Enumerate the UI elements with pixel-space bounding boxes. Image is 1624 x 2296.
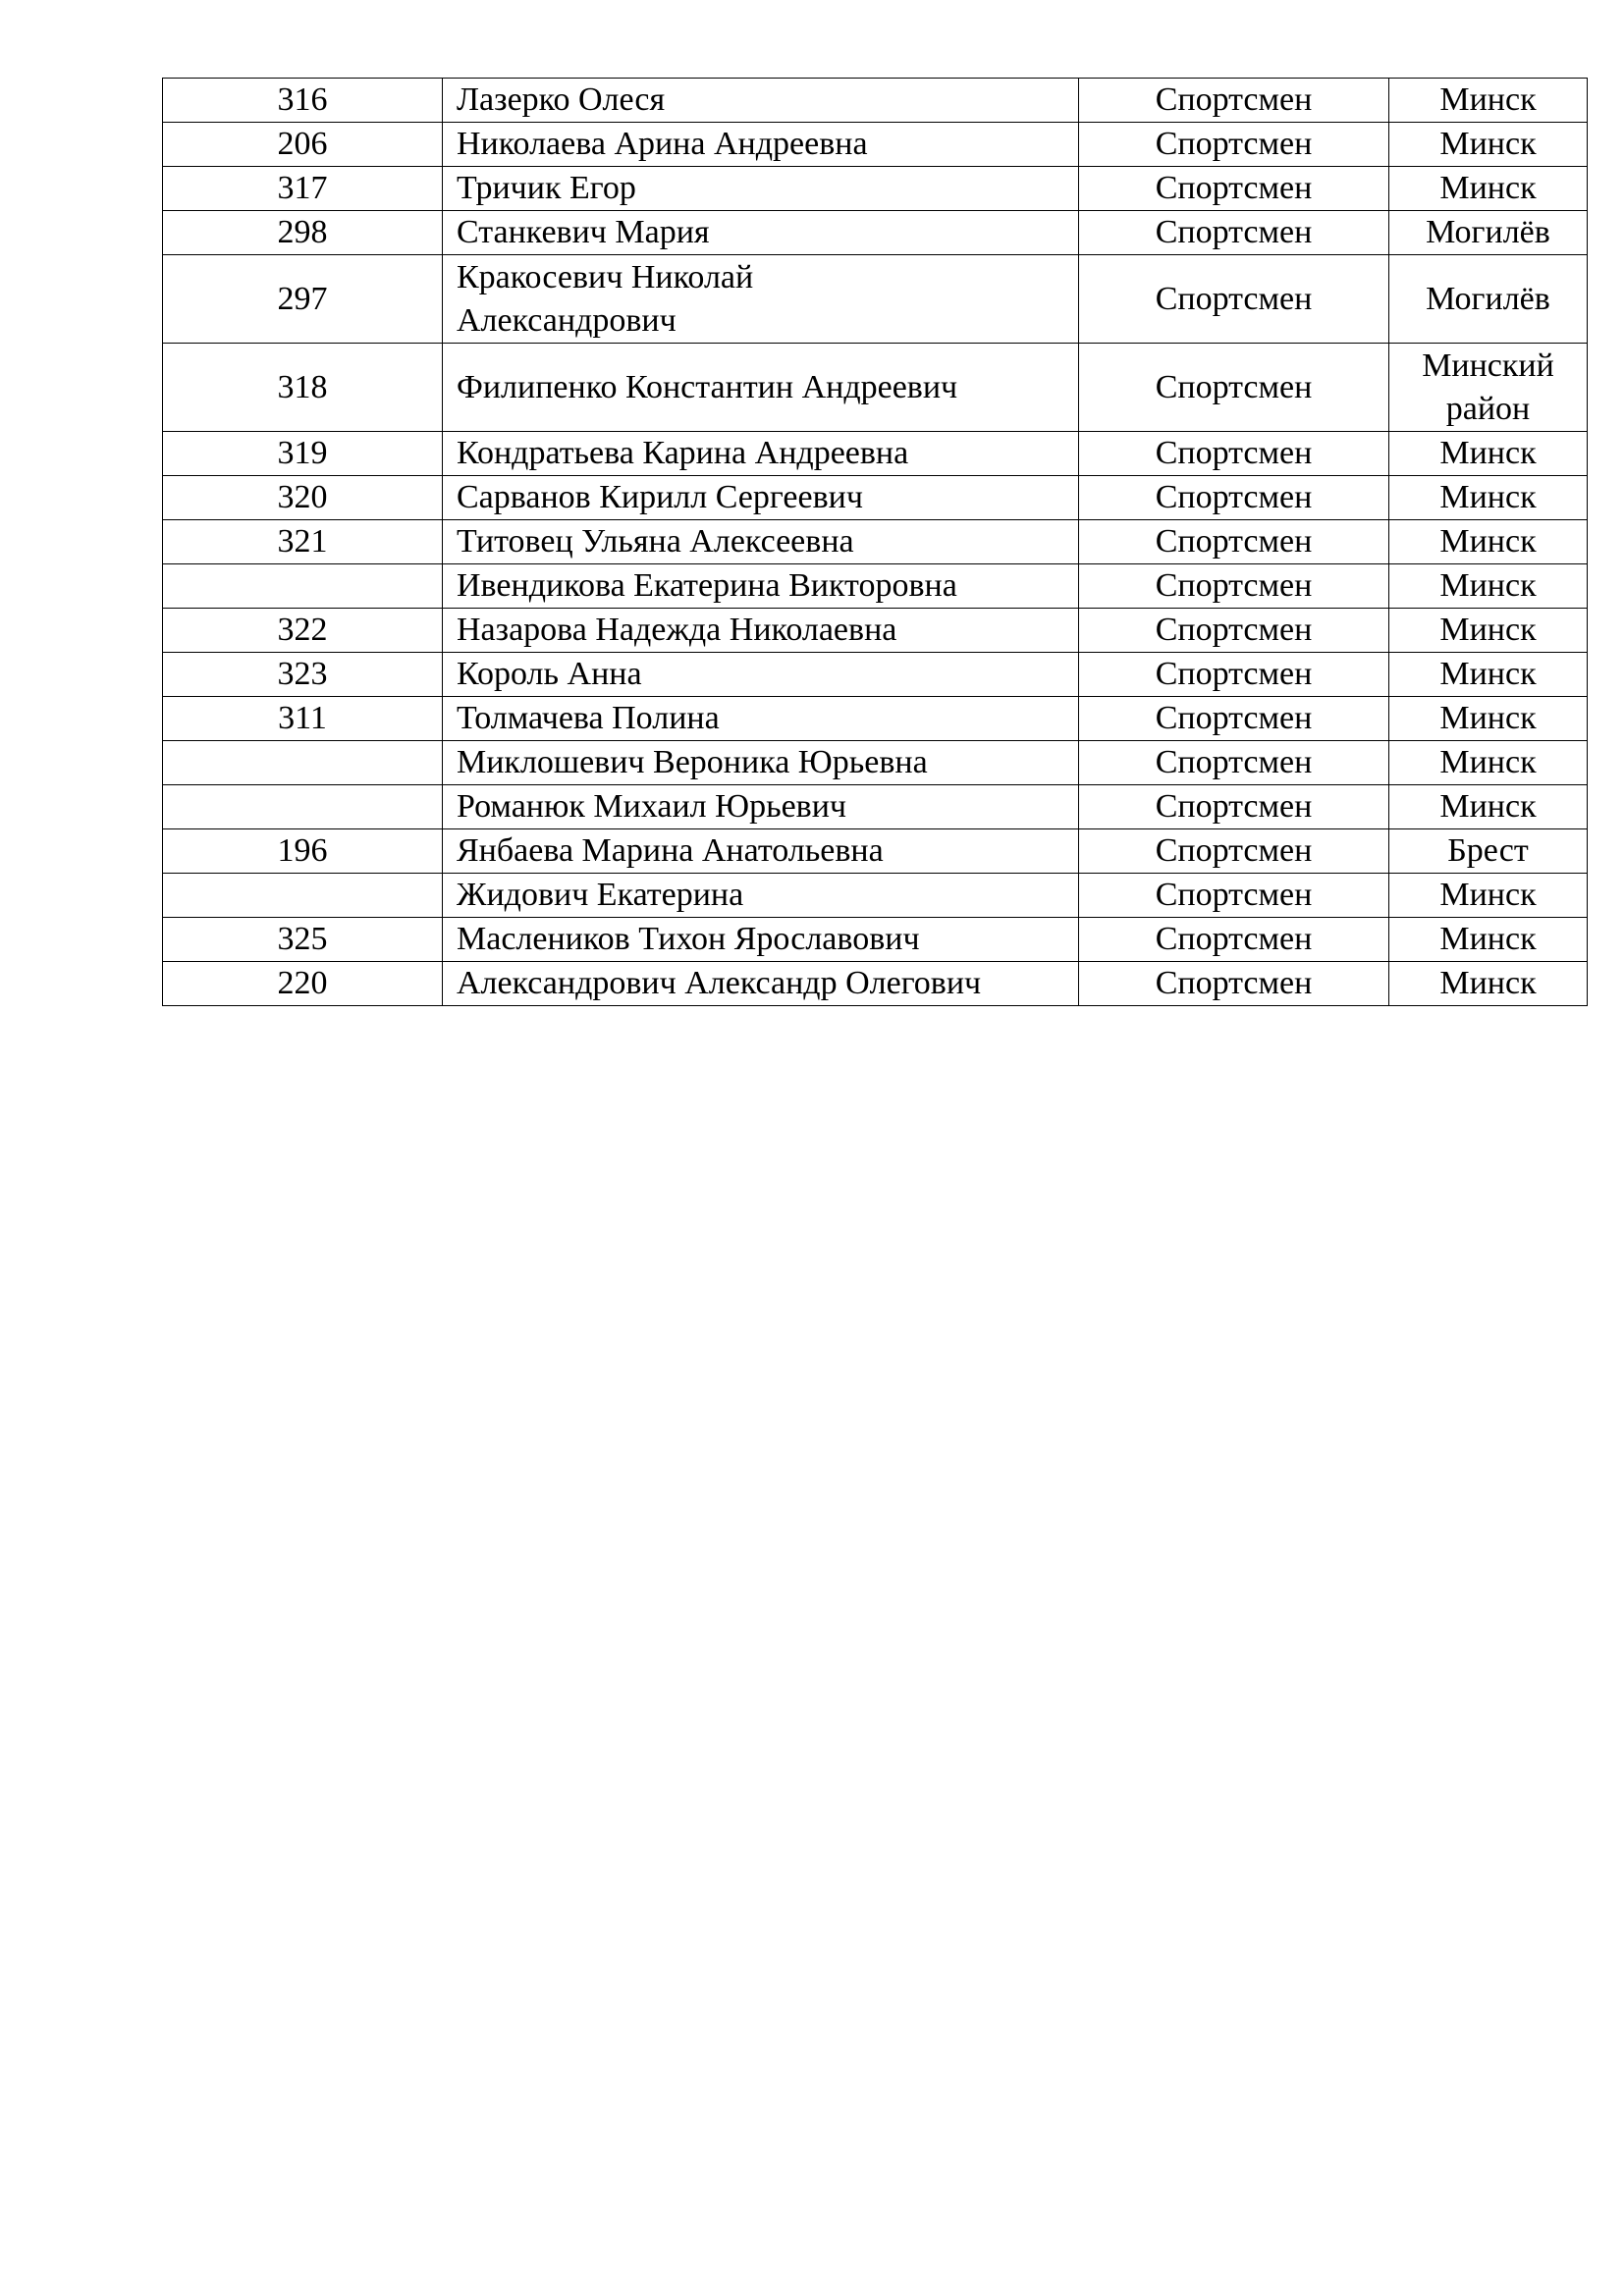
- participant-name: Ивендикова Екатерина Викторовна: [443, 564, 1079, 609]
- table-row: [163, 785, 1588, 829]
- participant-name: Король Анна: [443, 653, 1079, 697]
- row-number: 318: [163, 344, 443, 432]
- participant-city: Минский район: [1389, 344, 1588, 432]
- participant-city: Минск: [1389, 874, 1588, 918]
- row-number: 317: [163, 167, 443, 211]
- table-row: [163, 741, 1588, 785]
- participant-city: Минск: [1389, 785, 1588, 829]
- participant-role: Спортсмен: [1079, 874, 1389, 918]
- row-number: [163, 741, 443, 785]
- row-number: 206: [163, 123, 443, 167]
- participant-name: Лазерко Олеся: [443, 79, 1079, 123]
- table-row: [163, 123, 1588, 167]
- row-number: 196: [163, 829, 443, 874]
- table-row: [163, 697, 1588, 741]
- table-row: [163, 829, 1588, 874]
- row-number: 311: [163, 697, 443, 741]
- row-number: 321: [163, 520, 443, 564]
- participant-role: Спортсмен: [1079, 344, 1389, 432]
- participant-role: Спортсмен: [1079, 785, 1389, 829]
- participant-city: Минск: [1389, 962, 1588, 1006]
- participant-city: Минск: [1389, 79, 1588, 123]
- participant-name: Александрович Александр Олегович: [443, 962, 1079, 1006]
- table-row: [163, 609, 1588, 653]
- row-number: 297: [163, 255, 443, 344]
- participant-role: Спортсмен: [1079, 476, 1389, 520]
- participant-role: Спортсмен: [1079, 653, 1389, 697]
- table-row: [163, 653, 1588, 697]
- participant-role: Спортсмен: [1079, 123, 1389, 167]
- table-row: [163, 344, 1588, 432]
- participant-name: Маслеников Тихон Ярославович: [443, 918, 1079, 962]
- table-row: [163, 167, 1588, 211]
- row-number: 323: [163, 653, 443, 697]
- row-number: 319: [163, 432, 443, 476]
- row-number: 325: [163, 918, 443, 962]
- participant-role: Спортсмен: [1079, 79, 1389, 123]
- participant-city: Могилёв: [1389, 211, 1588, 255]
- participant-name: Титовец Ульяна Алексеевна: [443, 520, 1079, 564]
- participant-role: Спортсмен: [1079, 829, 1389, 874]
- participant-role: Спортсмен: [1079, 741, 1389, 785]
- participant-name: Миклошевич Вероника Юрьевна: [443, 741, 1079, 785]
- row-number: [163, 564, 443, 609]
- participant-name: Кондратьева Карина Андреевна: [443, 432, 1079, 476]
- participant-city: Минск: [1389, 653, 1588, 697]
- participant-name: Филипенко Константин Андреевич: [443, 344, 1079, 432]
- participant-role: Спортсмен: [1079, 918, 1389, 962]
- participant-role: Спортсмен: [1079, 432, 1389, 476]
- row-number: 322: [163, 609, 443, 653]
- participant-city: Минск: [1389, 918, 1588, 962]
- participant-name: Кракосевич Николай Александрович: [443, 255, 1079, 344]
- participant-role: Спортсмен: [1079, 211, 1389, 255]
- participant-city: Минск: [1389, 432, 1588, 476]
- participant-city: Минск: [1389, 167, 1588, 211]
- participant-name: Сарванов Кирилл Сергеевич: [443, 476, 1079, 520]
- table-row: [163, 432, 1588, 476]
- participant-city: Минск: [1389, 123, 1588, 167]
- table-row: [163, 564, 1588, 609]
- participants-table: [162, 78, 1588, 1006]
- participant-name: Тричик Егор: [443, 167, 1079, 211]
- participant-city: Могилёв: [1389, 255, 1588, 344]
- participant-name: Николаева Арина Андреевна: [443, 123, 1079, 167]
- participant-name: Романюк Михаил Юрьевич: [443, 785, 1079, 829]
- participant-city: Минск: [1389, 697, 1588, 741]
- participant-name: Янбаева Марина Анатольевна: [443, 829, 1079, 874]
- participant-role: Спортсмен: [1079, 962, 1389, 1006]
- participant-role: Спортсмен: [1079, 167, 1389, 211]
- table-body: [163, 79, 1588, 1006]
- participant-role: Спортсмен: [1079, 697, 1389, 741]
- row-number: 298: [163, 211, 443, 255]
- table-row: [163, 255, 1588, 344]
- table-row: [163, 476, 1588, 520]
- row-number: 316: [163, 79, 443, 123]
- participant-city: Минск: [1389, 520, 1588, 564]
- participant-role: Спортсмен: [1079, 520, 1389, 564]
- participant-city: Брест: [1389, 829, 1588, 874]
- participant-role: Спортсмен: [1079, 564, 1389, 609]
- row-number: 320: [163, 476, 443, 520]
- participant-city: Минск: [1389, 564, 1588, 609]
- table-row: [163, 962, 1588, 1006]
- participant-name: Толмачева Полина: [443, 697, 1079, 741]
- row-number: [163, 874, 443, 918]
- table-row: [163, 211, 1588, 255]
- table-row: [163, 520, 1588, 564]
- participant-name: Назарова Надежда Николаевна: [443, 609, 1079, 653]
- participant-role: Спортсмен: [1079, 255, 1389, 344]
- participant-city: Минск: [1389, 476, 1588, 520]
- participant-city: Минск: [1389, 741, 1588, 785]
- table-row: [163, 79, 1588, 123]
- participant-role: Спортсмен: [1079, 609, 1389, 653]
- participant-name: Жидович Екатерина: [443, 874, 1079, 918]
- row-number: 220: [163, 962, 443, 1006]
- row-number: [163, 785, 443, 829]
- participant-city: Минск: [1389, 609, 1588, 653]
- table-row: [163, 874, 1588, 918]
- table-row: [163, 918, 1588, 962]
- participant-name: Станкевич Мария: [443, 211, 1079, 255]
